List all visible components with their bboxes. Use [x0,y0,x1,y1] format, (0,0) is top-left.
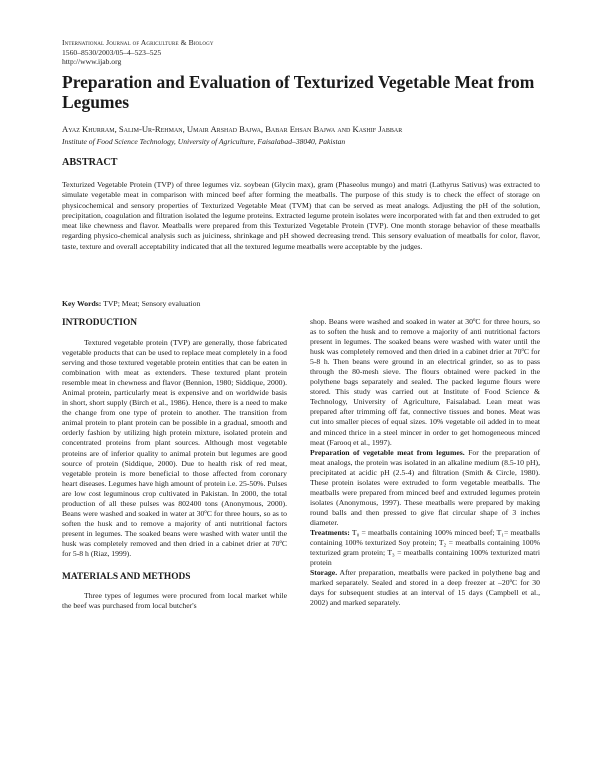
keywords-label: Key Words: [62,299,102,308]
treatments-text: T₀ = meatballs containing 100% minced beef; T₁= meatballs containing 100% texturized Soy protein; T₂ = meatballs containing 100% texturized gram protein; T₃ = meatballs containing 100% texturized matri protein [310,527,540,568]
methods-continued-text: shop. Beans were washed and soaked in water at 30ºC for three hours, so as to soften the husk and to remove a majority of anti nutritional factors present in legumes. The soaked beans were washed with water until the husk was completely removed and then dried in a cabinet drier at 70ºC for 5-8 h. Then beans were ground in an electrical grinder, so as to pass through the 80-mesh sieve. The flours obtained were packed in the polythene bags separately and sealed. The packed legume flours were stored. This study was carried out at Institute of Food Science & Technology, University of Agriculture, Faisalabad. Lean meat was prepared after trimming off fat, connective tissues and bones. Meat was cut into smaller pieces of equal sizes. 10% vegetable oil added in to meat and minced thrice in a steel mincer in order to get homogeneous minced meat (Farooq et al., 1997). [310,317,540,447]
preparation-paragraph [310,448,540,528]
abstract-text: Texturized Vegetable Protein (TVP) of three legumes viz. soybean (Glycin max), gram (Phaseolus mungo) and matri (Lathyrus Sativus) was extracted to simulate vegetable meat in comparison with minced beef after forming the meatballs. The purpose of this study is to check the effect of storage on physicochemical and sensory properties of Texturized Vegetable Meat (TVM) that can be served as meat analogs. Adjusting the pH of the solution, precipitation, coagulation and filtration isolated the legume proteins. Extracted legume protein isolates were incorporated with fat and then extruded to get meat like chewness and flavor. Meatballs were prepared from this Texturized Vegetable Protein (TVP). One month storage behavior of these meatballs regarding physico-chemical analysis such as juiciness, shrinkage and pH showed decreasing trend. This sensory evaluation of meatballs for color, flavor, taste, texture and overall acceptability indicated that all the textured legume meatballs were acceptable by the judges. [62,180,540,251]
journal-name: International Journal of Agriculture & Biology [62,38,214,47]
methods-text: Three types of legumes were procured from local market while the beef was purchased from local butcher's [62,591,287,611]
journal-header [62,38,214,67]
methods-heading: MATERIALS AND METHODS [62,572,191,583]
storage-text: After preparation, meatballs were packed in polythene bag and marked separately. Sealed and stored in a deep freezer at –20ºC for 30 days for subsequent studies at an interval of 15 days (Campbell et al., 2002) and marked separately. [310,568,540,608]
treatments-label: Treatments: [310,527,350,537]
right-column [310,317,540,608]
preparation-text: For the preparation of meat analogs, the protein was isolated in an alkaline medium (8.5-10 pH), precipitated at acidic pH (2.5-4) and filtration (Smith & Circle, 1980). These protein isolates were extruded to form vegetable meatballs. The meatballs were prepared from minced beef and extruded legumes protein isolates (Anonymous, 1997). These meatballs were prepared by making round balls and then pressed to give flat circular shape of 3 inches diameter. [310,447,540,527]
issn-line: 1560–8530/2003/05–4–523–525 [62,47,162,57]
treatments-paragraph [310,528,540,568]
paper-title: Preparation and Evaluation of Texturized Vegetable Meat from Legumes [62,72,535,112]
introduction-text: Textured vegetable protein (TVP) are generally, those fabricated vegetable products that can be used to replace meat completely in a food serving and those textured vegetable protein entities that can be eaten in combination with meat as extenders. These textured plant protein resemble meat in chewness and flavor (Bennion, 1980; Siddique, 2000). Animal protein, particularly meat is expensive and on worldwide basis in short, short supply (Birch et al., 1986). Hence, there is a need to make the change from one type of protein to another. The transition from animal protein to plant protein can be possible in a gradual, smooth and orderly fashion by utilizing high protein mixture, isolated protein and concentrated proteins from plant sources. Although most vegetable proteins are of inferior quality to animal protein but legumes are good source of protein (Siddique, 2000). Due to health risk of red meat, vegetable protein is more beneficial to those affected from coronary heart diseases. Legumes have high amount of protein i.e. 25-50%. Pulses are low cost leguminous crop cultivated in Pakistan. In 2000, the total production of all these pulses was 802400 tons (Anonymous, 2000). Beans were washed and soaked in water at 30ºC for three hours, so as to soften the husk and to remove a majority of anti nutritional factors present in legumes. The soaked beans were washed with water until the husk was completely removed and then dried in a cabinet drier at 70ºC for 5-8 h (Riaz, 1999). [62,338,287,558]
left-column [62,317,287,611]
storage-paragraph [310,568,540,608]
keywords [62,299,540,309]
preparation-label: Preparation of vegetable meat from legumes. [310,447,465,457]
journal-url[interactable]: http://www.ijab.org [62,57,122,67]
affiliation: Institute of Food Science Technology, University of Agriculture, Faisalabad–38040, Pakistan [62,137,346,146]
keywords-text: TVP; Meat; Sensory evaluation [103,299,201,308]
author-list: Ayaz Khurram, Salim-Ur-Rehman, Umair Arshad Bajwa, Babar Ehsan Bajwa and Kashif Jabbar [62,124,403,134]
introduction-heading: INTRODUCTION [62,318,138,328]
abstract-heading: ABSTRACT [62,157,118,168]
storage-label: Storage. [310,568,338,578]
